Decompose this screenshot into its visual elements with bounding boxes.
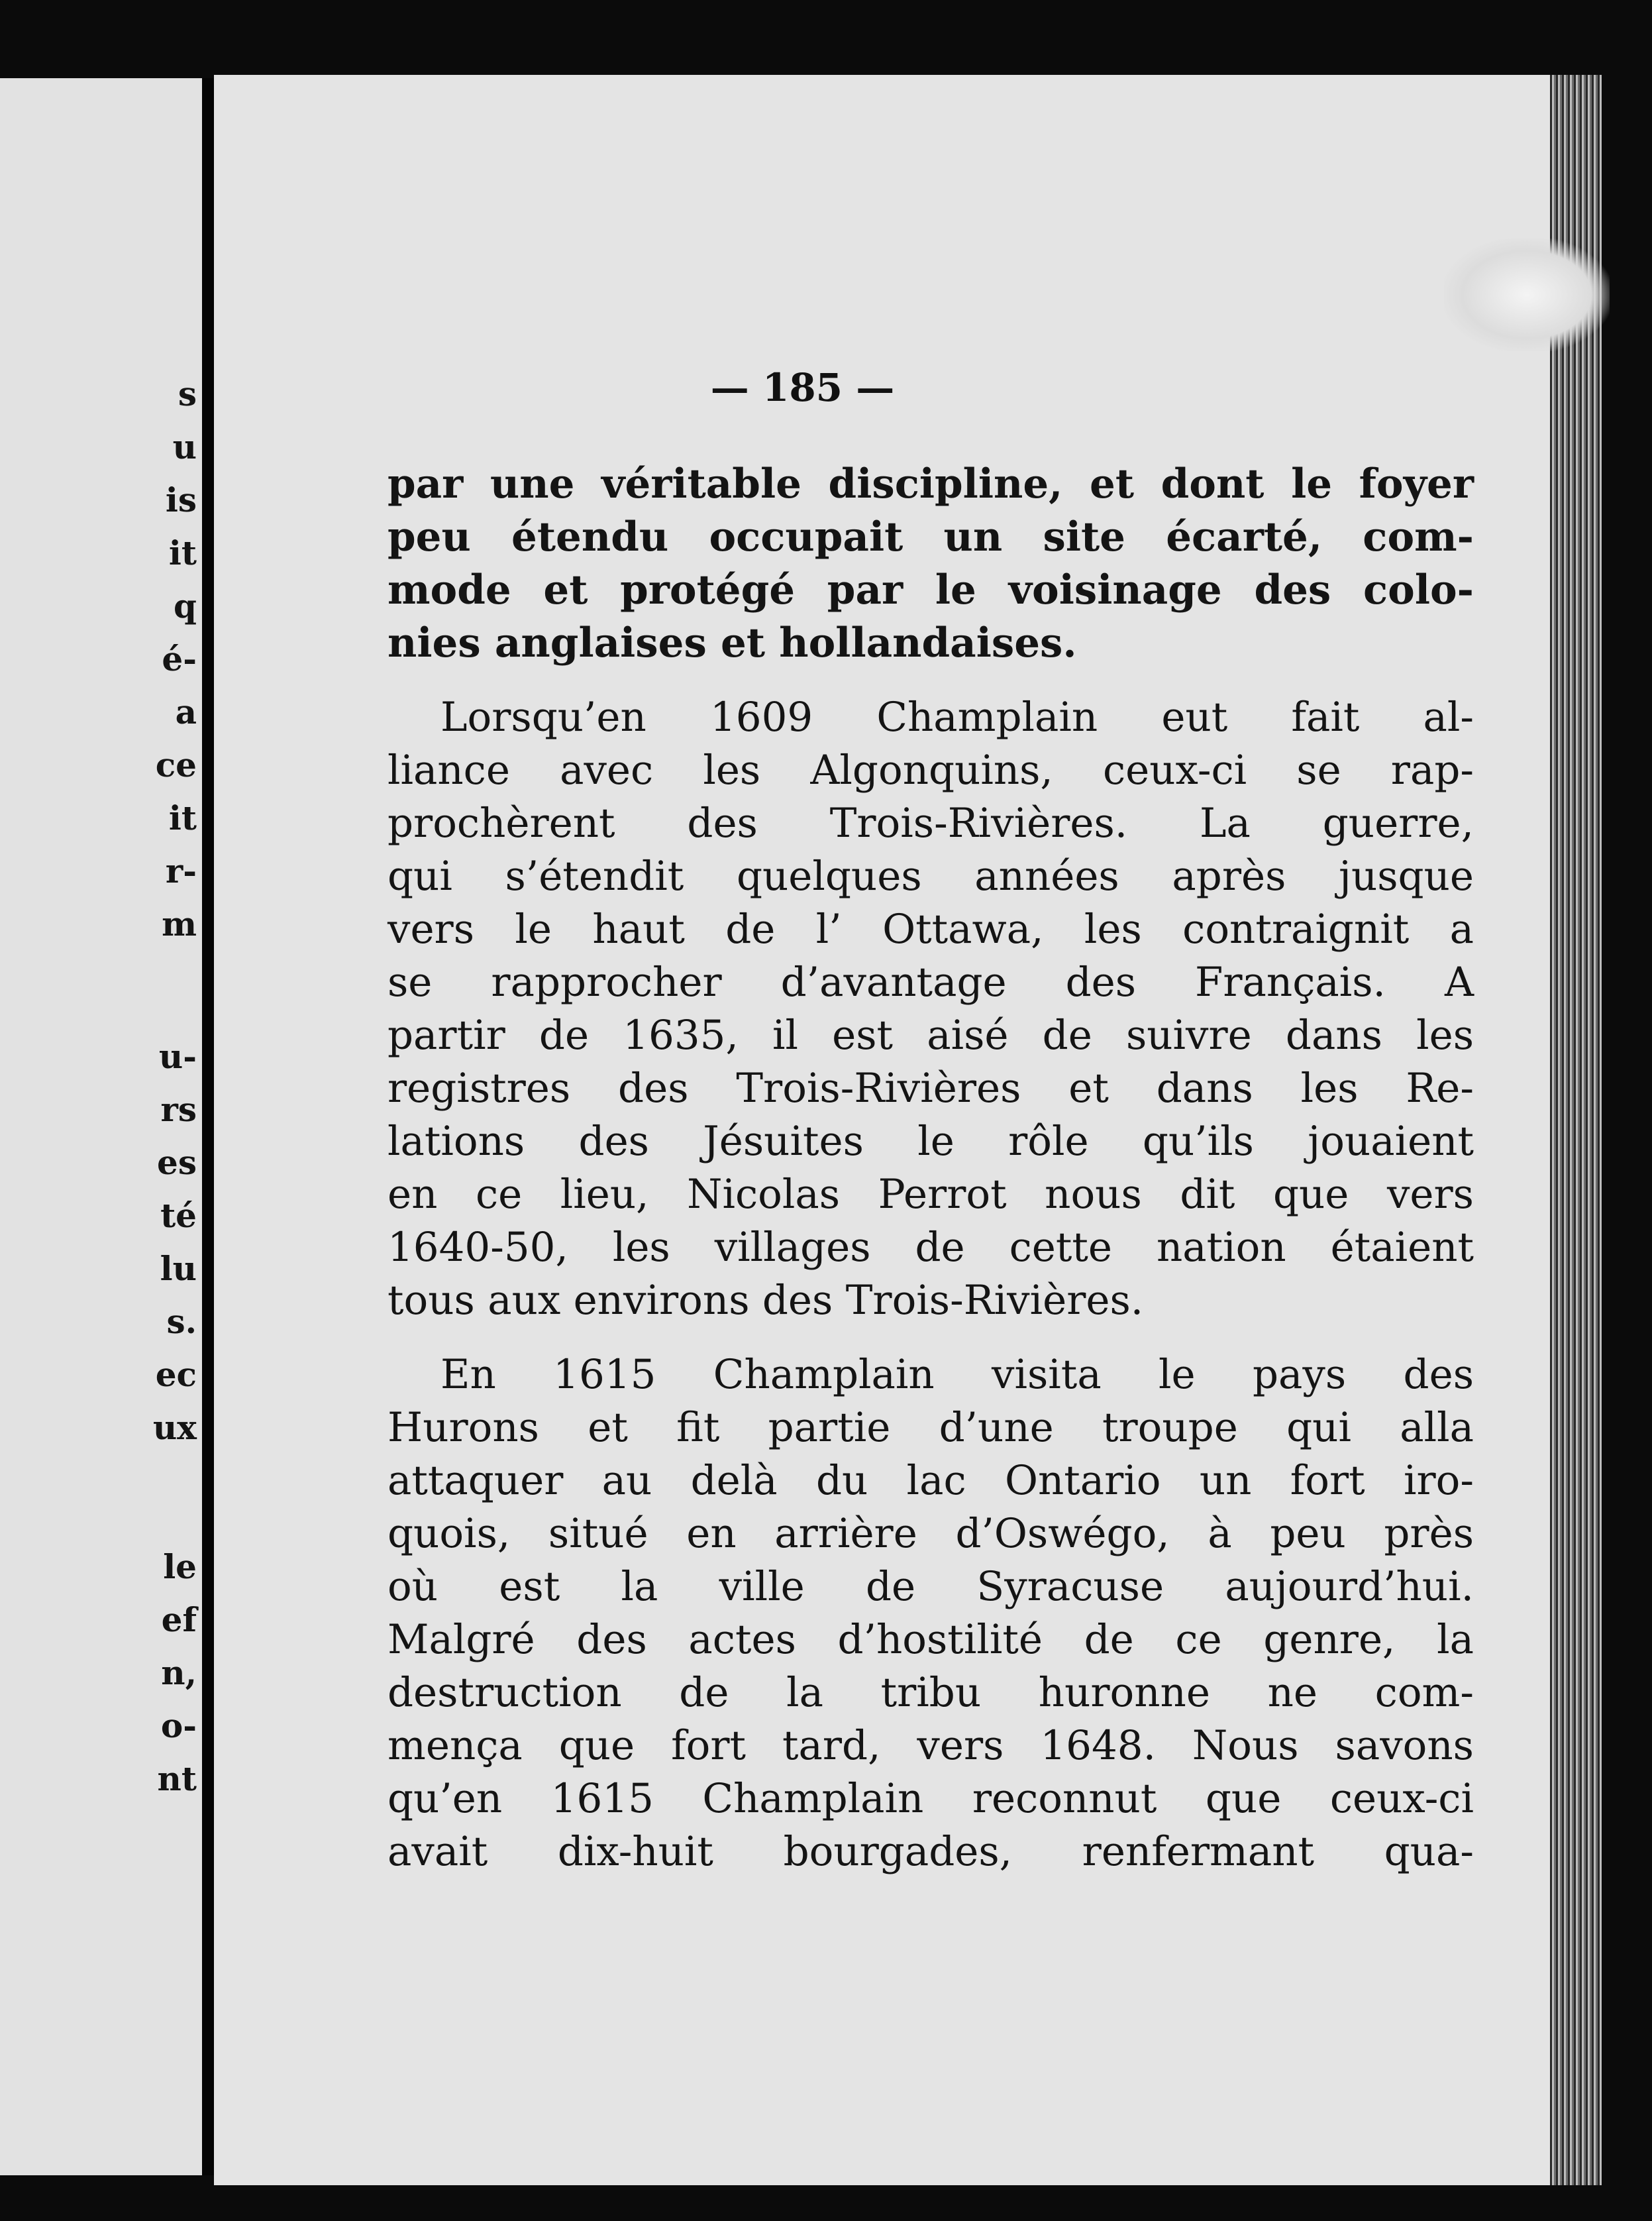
facing-page-fragment: it: [168, 533, 197, 572]
facing-page-fragment: q: [174, 586, 197, 625]
facing-page-fragment: s.: [166, 1302, 197, 1341]
text-line: qui s’étendit quelques années après jusque: [387, 853, 1474, 900]
text-line: registres des Trois-Rivières et dans les Re-: [387, 1065, 1474, 1112]
facing-page-fragment: es: [157, 1143, 197, 1182]
facing-page-fragment: u: [172, 427, 197, 466]
facing-page-fragment: it: [168, 798, 197, 838]
text-line: partir de 1635, il est aisé de suivre dans les: [387, 1012, 1474, 1059]
book-page: [214, 75, 1550, 2185]
text-line: mença que fort tard, vers 1648. Nous savons: [387, 1722, 1474, 1769]
facing-page-fragment: ux: [152, 1408, 197, 1447]
text-line: se rapprocher d’avantage des Français. A: [387, 959, 1474, 1006]
facing-page-fragment: m: [162, 904, 197, 944]
text-line: mode et protégé par le voisinage des colo-: [387, 567, 1474, 614]
facing-page-fragment: ef: [161, 1600, 197, 1639]
facing-page-fragment: ce: [155, 745, 197, 785]
facing-page-fragment: té: [160, 1196, 197, 1235]
text-line: lations des Jésuites le rôle qu’ils jouaient: [387, 1118, 1474, 1165]
text-line: liance avec les Algonquins, ceux-ci se rap-: [387, 747, 1474, 794]
text-line: peu étendu occupait un site écarté, com-: [387, 514, 1474, 561]
paragraph-2: [387, 691, 1474, 1327]
text-line: tous aux environs des Trois-Rivières.: [387, 1277, 1144, 1324]
facing-page-fragment: lu: [160, 1249, 197, 1288]
text-line: Malgré des actes d’hostilité de ce genre, la: [387, 1616, 1474, 1663]
text-line: Lorsqu’en 1609 Champlain eut fait al-: [440, 694, 1474, 741]
facing-page-fragment: o-: [160, 1706, 197, 1745]
text-line: prochèrent des Trois-Rivières. La guerre,: [387, 800, 1474, 847]
facing-page-fragment: r-: [165, 851, 197, 891]
facing-page-fragment: a: [175, 692, 197, 731]
text-line: par une véritable discipline, et dont le foyer: [387, 460, 1474, 508]
paragraph-1: [387, 458, 1474, 670]
text-line: 1640-50, les villages de cette nation étaient: [387, 1224, 1474, 1271]
text-line: nies anglaises et hollandaises.: [387, 620, 1077, 667]
text-line: En 1615 Champlain visita le pays des: [440, 1351, 1474, 1398]
text-line: destruction de la tribu huronne ne com-: [387, 1669, 1474, 1716]
text-line: quois, situé en arrière d’Oswégo, à peu près: [387, 1510, 1474, 1557]
paper-stain: [1444, 239, 1610, 351]
text-line: vers le haut de l’ Ottawa, les contraignit a: [387, 906, 1474, 953]
text-line: qu’en 1615 Champlain reconnut que ceux-ci: [387, 1775, 1474, 1822]
text-line: en ce lieu, Nicolas Perrot nous dit que vers: [387, 1171, 1474, 1218]
body-text: [387, 458, 1474, 1900]
text-line: Hurons et fit partie d’une troupe qui alla: [387, 1404, 1474, 1451]
text-line: où est la ville de Syracuse aujourd’hui.: [387, 1563, 1474, 1610]
facing-page-fragment: is: [165, 480, 197, 519]
facing-page-fragment: u-: [158, 1037, 197, 1076]
page-stack-edge: [1550, 75, 1602, 2185]
page-number: — 185 —: [710, 365, 895, 410]
book-gutter: [202, 78, 214, 2175]
facing-page-fragment: rs: [160, 1090, 197, 1129]
text-line: avait dix-huit bourgades, renfermant qua-: [387, 1828, 1474, 1875]
facing-page-fragment: é-: [162, 639, 197, 678]
facing-page-fragment: le: [163, 1547, 197, 1586]
facing-page-fragment: nt: [157, 1759, 197, 1798]
facing-page: [0, 78, 202, 2175]
facing-page-fragment: s: [178, 374, 197, 413]
facing-page-fragment: n,: [161, 1653, 197, 1692]
paragraph-3: [387, 1348, 1474, 1878]
facing-page-fragment: ec: [155, 1355, 197, 1394]
text-line: attaquer au delà du lac Ontario un fort iro-: [387, 1457, 1474, 1504]
